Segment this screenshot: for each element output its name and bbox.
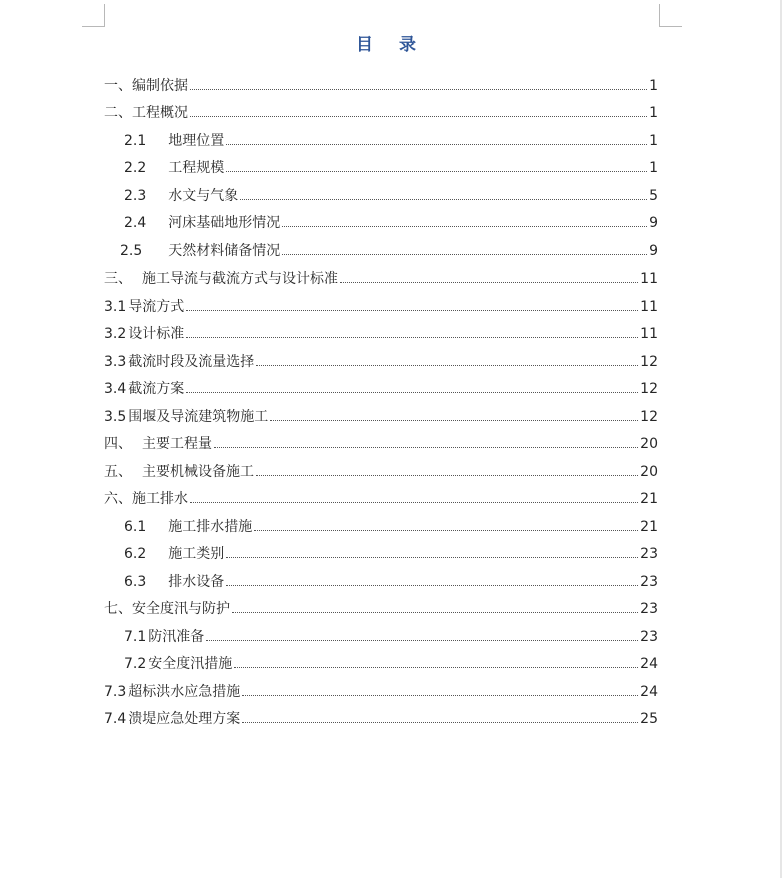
toc-entry[interactable] [104, 404, 658, 426]
dot-leader [214, 446, 638, 448]
toc-entry-number: 2.3 [124, 188, 147, 204]
dot-leader [232, 611, 638, 613]
toc-entry-label: 天然材料储备情况 [168, 243, 281, 259]
toc-entry[interactable] [104, 431, 658, 453]
toc-entry[interactable] [104, 624, 658, 646]
toc-entry[interactable] [104, 459, 658, 481]
toc-entry-number: 五、 [104, 464, 132, 480]
toc-entry[interactable] [104, 569, 658, 591]
toc-entry-number: 7.1 [124, 629, 147, 645]
toc-entry-page-number: 20 [640, 436, 658, 452]
toc-entry-label: 施工类别 [168, 546, 225, 562]
dot-leader [186, 309, 638, 311]
toc-entry[interactable] [104, 183, 658, 205]
toc-entry-page-number: 11 [640, 299, 658, 315]
toc-entry-number: 6.2 [124, 546, 147, 562]
toc-entry-number: 2.5 [120, 243, 143, 259]
toc-entry[interactable] [104, 679, 658, 701]
dot-leader [234, 666, 638, 668]
dot-leader [242, 721, 638, 723]
toc-entry-number: 2.4 [124, 215, 147, 231]
toc-entry-label: 超标洪水应急措施 [128, 684, 241, 700]
toc-entry[interactable] [104, 321, 658, 343]
dot-leader [190, 115, 647, 117]
dot-leader [190, 501, 638, 503]
toc-entry-number: 3.3 [104, 354, 127, 370]
toc-entry-page-number: 21 [640, 491, 658, 507]
toc-entry-label: 围堰及导流建筑物施工 [128, 409, 269, 425]
toc-entry-number: 7.2 [124, 656, 147, 672]
dot-leader [282, 253, 647, 255]
dot-leader [186, 391, 638, 393]
toc-entry-number: 四、 [104, 436, 132, 452]
toc-entry-page-number: 1 [649, 160, 658, 176]
toc-entry-label: 水文与气象 [168, 188, 239, 204]
toc-entry-page-number: 25 [640, 711, 658, 727]
toc-entry-number: 3.1 [104, 299, 127, 315]
toc-entry-label: 施工排水措施 [168, 519, 253, 535]
toc-entry[interactable] [104, 706, 658, 728]
dot-leader [190, 88, 647, 90]
toc-entry-label: 截流时段及流量选择 [128, 354, 255, 370]
toc-entry-label: 施工排水 [132, 491, 188, 507]
margin-corner-mark-right [659, 4, 682, 27]
toc-entry-page-number: 12 [640, 354, 658, 370]
dot-leader [340, 281, 638, 283]
toc-entry-number: 6.1 [124, 519, 147, 535]
toc-entry-label: 主要机械设备施工 [142, 464, 254, 480]
dot-leader [254, 529, 638, 531]
toc-entry-label: 主要工程量 [142, 436, 212, 452]
toc-entry-number: 一、 [104, 78, 132, 94]
toc-entry-number: 3.2 [104, 326, 127, 342]
toc-entry[interactable] [104, 486, 658, 508]
toc-entry-number: 2.2 [124, 160, 147, 176]
toc-entry[interactable] [104, 294, 658, 316]
toc-entry-page-number: 20 [640, 464, 658, 480]
toc-entry[interactable] [104, 349, 658, 371]
toc-entry[interactable] [104, 210, 658, 232]
toc-entry-page-number: 1 [649, 78, 658, 94]
toc-entry[interactable] [104, 596, 658, 618]
toc-entry-page-number: 23 [640, 601, 658, 617]
toc-entry-page-number: 23 [640, 546, 658, 562]
margin-corner-mark-left [82, 4, 105, 27]
toc-entry[interactable] [104, 73, 658, 95]
toc-entry-number: 7.4 [104, 711, 127, 727]
toc-entry[interactable] [104, 266, 658, 288]
dot-leader [226, 143, 647, 145]
toc-entry-page-number: 24 [640, 656, 658, 672]
toc-entry-label: 导流方式 [128, 299, 185, 315]
toc-entry-label: 河床基础地形情况 [168, 215, 281, 231]
dot-leader [256, 474, 638, 476]
toc-entry-page-number: 1 [649, 105, 658, 121]
toc-entry-number: 2.1 [124, 133, 147, 149]
toc-entry-page-number: 11 [640, 271, 658, 287]
toc-entry-label: 防汛准备 [148, 629, 205, 645]
toc-entry[interactable] [104, 651, 658, 673]
toc-entry-page-number: 5 [649, 188, 658, 204]
toc-entry-page-number: 12 [640, 409, 658, 425]
toc-entry-page-number: 11 [640, 326, 658, 342]
dot-leader [226, 170, 647, 172]
dot-leader [242, 694, 638, 696]
toc-entry-number: 七、 [104, 601, 132, 617]
toc-entry-page-number: 9 [649, 215, 658, 231]
toc-entry-label: 安全度汛措施 [148, 656, 233, 672]
toc-entry-number: 二、 [104, 105, 132, 121]
toc-entry-page-number: 21 [640, 519, 658, 535]
toc-entry[interactable] [104, 541, 658, 563]
toc-entry[interactable] [104, 155, 658, 177]
toc-entry-page-number: 24 [640, 684, 658, 700]
toc-entry[interactable] [104, 514, 658, 536]
toc-entry[interactable] [104, 100, 658, 122]
toc-entry-page-number: 9 [649, 243, 658, 259]
toc-entry-number: 7.3 [104, 684, 127, 700]
toc-entry-label: 工程规模 [168, 160, 225, 176]
toc-entry-number: 3.5 [104, 409, 127, 425]
toc-entry-label: 施工导流与截流方式与设计标准 [142, 271, 338, 287]
toc-entry-label: 工程概况 [132, 105, 188, 121]
dot-leader [270, 419, 638, 421]
toc-entry-label: 安全度汛与防护 [132, 601, 230, 617]
dot-leader [240, 198, 647, 200]
dot-leader [226, 584, 638, 586]
toc-entry-number: 六、 [104, 491, 132, 507]
toc-entry-label: 地理位置 [168, 133, 225, 149]
toc-entry-page-number: 23 [640, 574, 658, 590]
toc-title: 目 录 [356, 35, 426, 55]
toc-entry-label: 排水设备 [168, 574, 225, 590]
toc-entry-number: 6.3 [124, 574, 147, 590]
toc-entry-label: 溃堤应急处理方案 [128, 711, 241, 727]
toc-entry-page-number: 12 [640, 381, 658, 397]
toc-entry-page-number: 23 [640, 629, 658, 645]
dot-leader [186, 336, 638, 338]
toc-entry-label: 编制依据 [132, 78, 188, 94]
dot-leader [226, 556, 638, 558]
toc-entry[interactable] [104, 128, 658, 150]
toc-entry-label: 设计标准 [128, 326, 185, 342]
toc-entry-number: 三、 [104, 271, 132, 287]
dot-leader [282, 225, 647, 227]
dot-leader [206, 639, 638, 641]
toc-entry-label: 截流方案 [128, 381, 185, 397]
toc-entry[interactable] [104, 376, 658, 398]
toc-entry-number: 3.4 [104, 381, 127, 397]
toc-entry-page-number: 1 [649, 133, 658, 149]
dot-leader [256, 364, 638, 366]
toc-entry[interactable] [104, 238, 658, 260]
